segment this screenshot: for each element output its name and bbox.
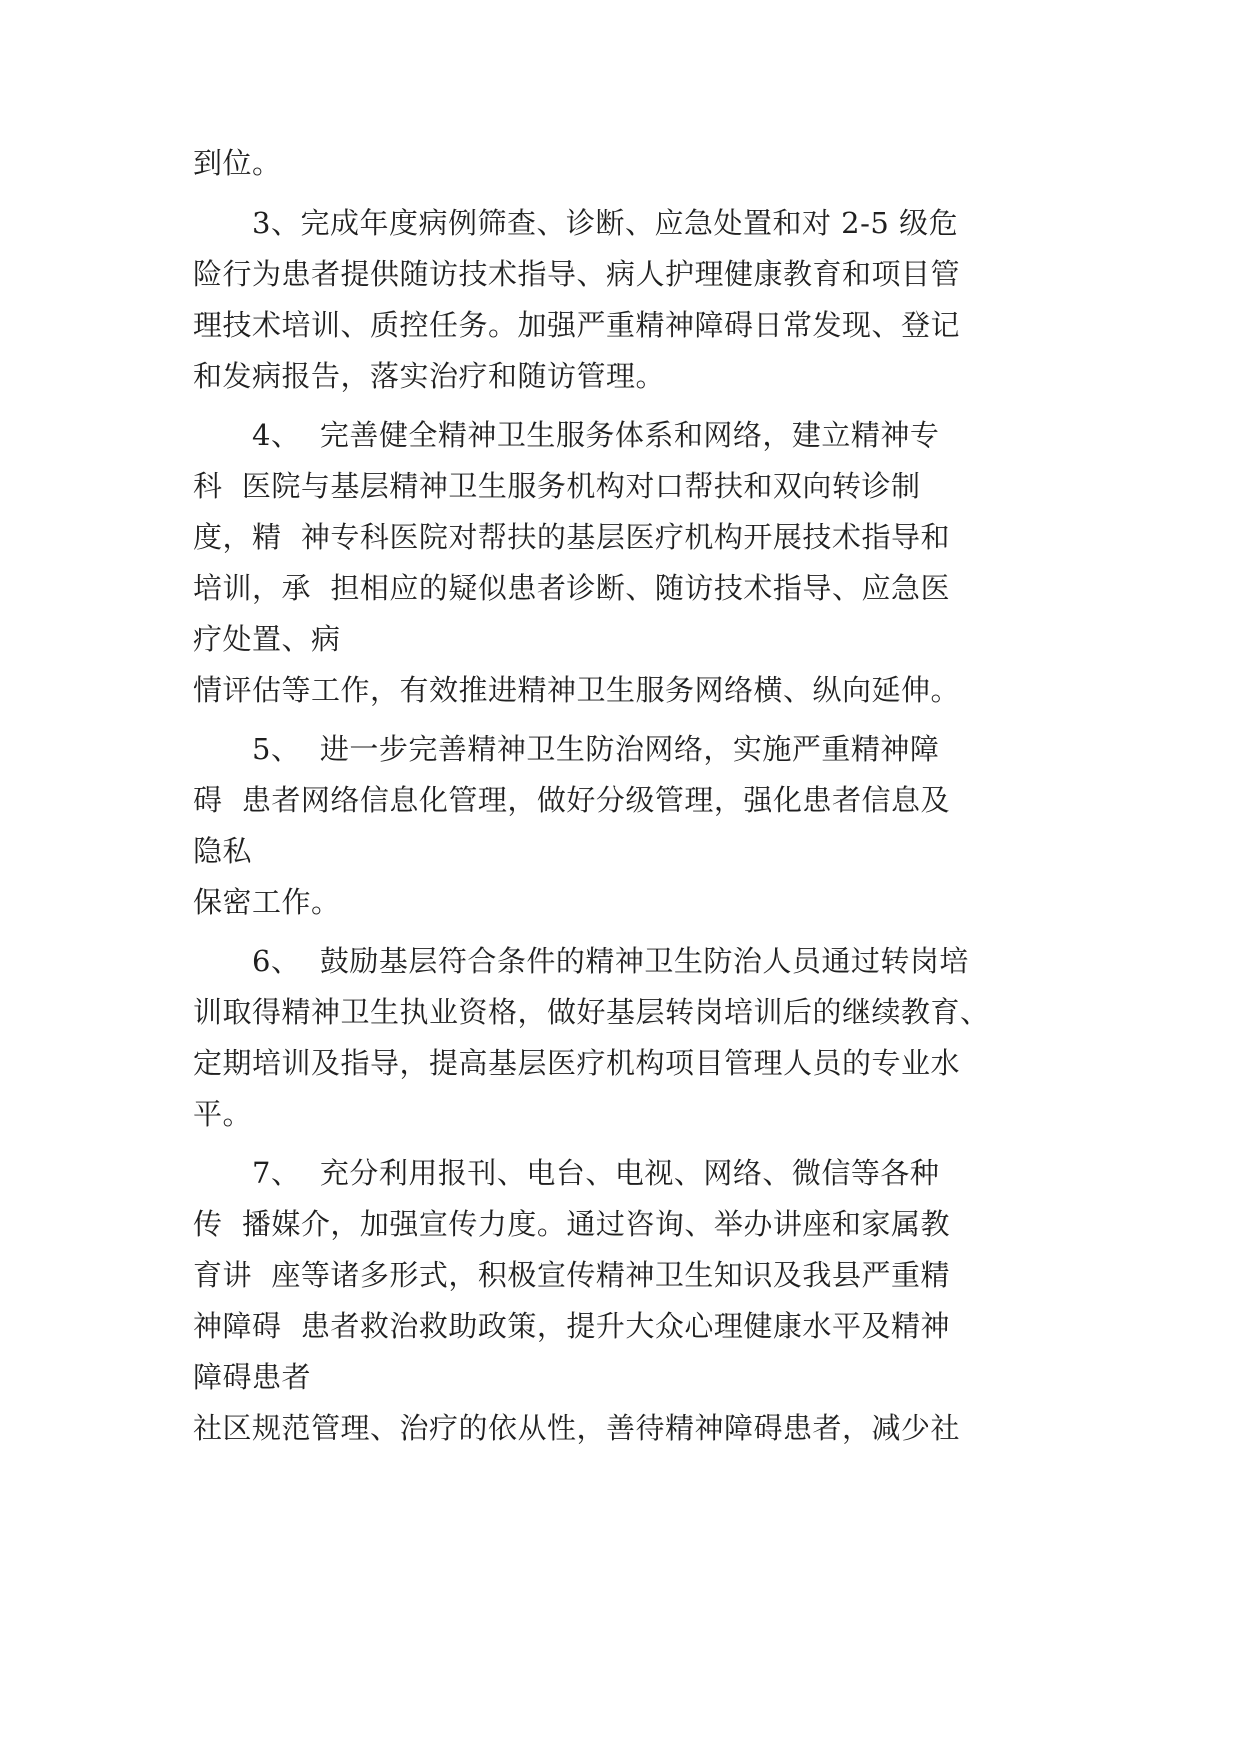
text-line: 培训，承 担相应的疑似患者诊断、随访技术指导、应急医 [193,571,950,605]
text-line: 障碍患者 [193,1360,312,1394]
text-line: 度，精 神专科医院对帮扶的基层医疗机构开展技术指导和 [193,520,950,554]
paragraph-3-line-1: 3、完成年度病例筛查、诊断、应急处置和对 2-5 级危 [252,206,959,240]
paragraph-6-line-1: 6、 鼓励基层符合条件的精神卫生防治人员通过转岗培 [252,944,969,978]
text-line: 保密工作。 [193,885,341,919]
text-line: 情评估等工作，有效推进精神卫生服务网络横、纵向延伸。 [193,673,961,707]
text-line: 神障碍 患者救治救助政策，提升大众心理健康水平及精神 [193,1309,950,1343]
text-line: 理技术培训、质控任务。加强严重精神障碍日常发现、登记 [193,308,961,342]
text-line: 科 医院与基层精神卫生服务机构对口帮扶和双向转诊制 [193,469,921,503]
paragraph-5-line-1: 5、 进一步完善精神卫生防治网络，实施严重精神障 [252,732,940,766]
text-line: 传 播媒介，加强宣传力度。通过咨询、举办讲座和家属教 [193,1207,950,1241]
text-line: 险行为患者提供随访技术指导、病人护理健康教育和项目管 [193,257,961,291]
text-line: 隐私 [193,834,253,868]
text-line: 碍 患者网络信息化管理，做好分级管理，强化患者信息及 [193,783,950,817]
text-line: 训取得精神卫生执业资格，做好基层转岗培训后的继续教育、 [193,995,990,1029]
paragraph-7-line-1: 7、 充分利用报刊、电台、电视、网络、微信等各种 [252,1156,940,1190]
text-line: 疗处置、病 [193,622,341,656]
text-line: 平。 [193,1097,253,1131]
text-line: 社区规范管理、治疗的依从性，善待精神障碍患者，减少社 [193,1411,961,1445]
text-line: 定期培训及指导，提高基层医疗机构项目管理人员的专业水 [193,1046,961,1080]
text-line: 到位。 [193,146,282,180]
text-line: 和发病报告，落实治疗和随访管理。 [193,359,666,393]
text-line: 育讲 座等诸多形式，积极宣传精神卫生知识及我县严重精 [193,1258,950,1292]
paragraph-4-line-1: 4、 完善健全精神卫生服务体系和网络，建立精神专 [252,418,940,452]
